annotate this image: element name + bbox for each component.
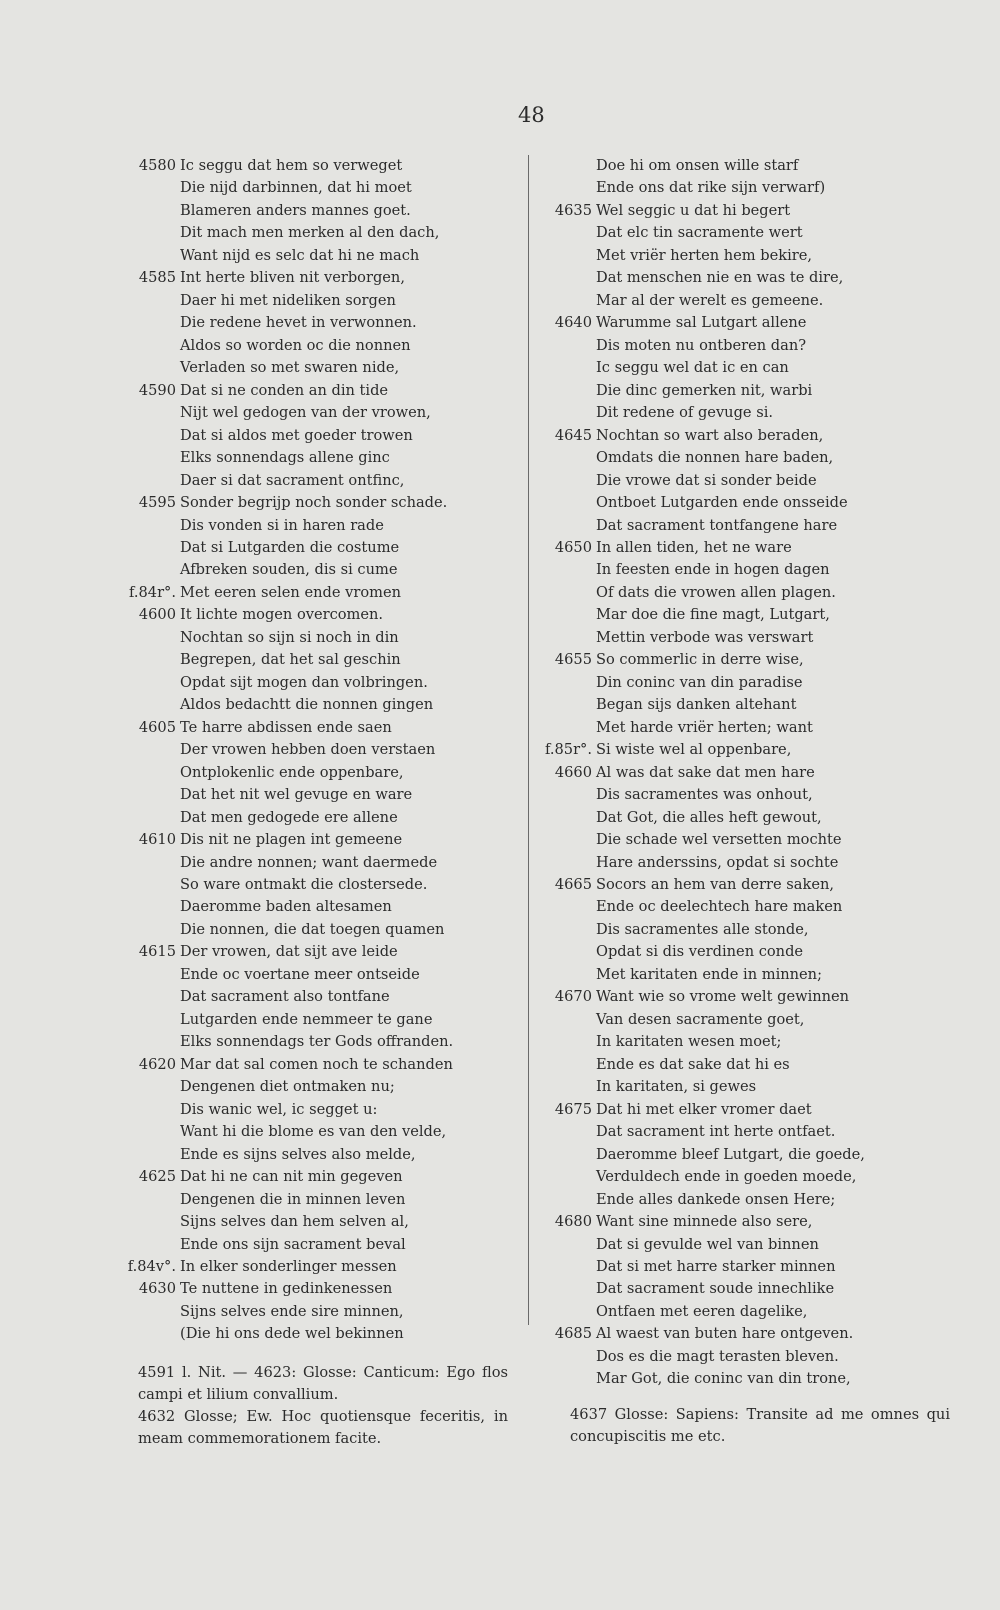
line-number: 4665 [554,876,592,893]
verse-text: Dat menschen nie en was te dire, [596,269,844,287]
verse-line [118,941,518,963]
verse-text: Daeromme bleef Lutgart, die goede, [596,1145,865,1163]
verse-text: Daer hi met nideliken sorgen [180,291,396,309]
verse-text: Ontplokenlic ende oppenbare, [180,763,404,781]
verse-line [534,649,954,671]
verse-line [118,200,518,222]
verse-text: Of dats die vrowen allen plagen. [596,583,836,601]
verse-text: Dengenen die in minnen leven [180,1190,406,1208]
verse-text: Begrepen, dat het sal geschin [180,651,401,669]
verse-text: Der vrowen hebben doen verstaen [180,741,436,759]
verse-line [534,604,954,626]
verse-text: Al waest van buten hare ontgeven. [596,1325,854,1343]
verse-line [534,784,954,806]
verse-line [534,941,954,963]
verse-text: In allen tiden, het ne ware [596,538,792,556]
verse-text: Ende ons sijn sacrament beval [180,1235,406,1253]
verse-line [534,155,954,177]
verse-text: Ende es dat sake dat hi es [596,1055,790,1073]
verse-line [118,402,518,424]
verse-line [118,492,518,514]
verse-text: Sonder begrijp noch sonder schade. [180,494,448,512]
verse-text: Daeromme baden altesamen [180,898,392,916]
verse-text: Aldos so worden oc die nonnen [180,336,411,354]
column-divider [528,155,529,1325]
verse-line [534,335,954,357]
verse-text: Dat si aldos met goeder trowen [180,426,413,444]
verse-text: Der vrowen, dat sijt ave leide [180,943,398,961]
verse-text: It lichte mogen overcomen. [180,606,384,624]
verse-text: Dat hi met elker vromer daet [596,1100,812,1118]
verse-line [534,1054,954,1076]
verse-text: Dat Got, die alles heft gewout, [596,808,822,826]
verse-text: In karitaten, si gewes [596,1078,757,1096]
verse-text: Met karitaten ende in minnen; [596,965,822,983]
line-number: 4620 [138,1055,176,1073]
line-number: 4680 [554,1213,592,1231]
verse-text: Opdat sijt mogen dan volbringen. [180,673,428,691]
verse-text: Dat sacrament also tontfane [180,988,390,1006]
verse-text: Met harde vriër herten; want [596,718,813,736]
verse-line [534,919,954,941]
verse-text: Die vrowe dat si sonder beide [596,471,817,489]
verse-line [118,380,518,402]
verse-text: Dat sacrament tontfangene hare [596,516,838,534]
verse-line [118,1234,518,1256]
verse-text: Met vriër herten hem bekire, [596,246,813,264]
line-number: 4650 [554,538,592,556]
verse-line [534,245,954,267]
verse-text: Die andre nonnen; want daermede [180,853,438,871]
verse-text: Mar doe die fine magt, Lutgart, [596,606,830,624]
verse-text: Mar Got, die coninc van din trone, [596,1370,851,1388]
verse-line [534,312,954,334]
line-number: 4610 [138,831,176,849]
verse-text: Dos es die magt terasten bleven. [596,1347,839,1365]
verse-text: Nochtan so wart also beraden, [596,426,824,444]
verse-text: Dat men gedogede ere allene [180,808,398,826]
line-number: 4655 [554,651,592,669]
verse-line [118,1144,518,1166]
verse-line [118,222,518,244]
verse-line [118,717,518,739]
verse-line [534,717,954,739]
verse-line [118,1031,518,1053]
verse-line [118,1256,518,1278]
line-number: 4685 [554,1325,592,1343]
verse-text: Al was dat sake dat men hare [596,763,815,781]
verse-text: Dat sacrament soude innechlike [596,1280,835,1298]
verse-text: Mar dat sal comen noch te schanden [180,1055,453,1073]
line-number: 4590 [138,381,176,399]
verse-text: Dat si ne conden an din tide [180,381,389,399]
verse-text: Nijt wel gedogen van der vrowen, [180,404,431,422]
verse-text: Ic seggu wel dat ic en can [596,359,789,377]
verse-line [118,919,518,941]
verse-line [534,874,954,896]
verse-line [118,245,518,267]
verse-text: Ic seggu dat hem so verweget [180,157,403,174]
verse-text: Int herte bliven nit verborgen, [180,269,405,287]
verse-line [534,852,954,874]
verse-text: Ende es sijns selves also melde, [180,1145,416,1163]
verse-line [118,470,518,492]
line-number: 4625 [138,1168,176,1186]
line-number: 4600 [138,606,176,624]
verse-text: Die nonnen, die dat toegen quamen [180,920,445,938]
verse-line [118,829,518,851]
verse-line [534,1234,954,1256]
line-number: 4605 [138,718,176,736]
verse-text: Socors an hem van derre saken, [596,876,834,893]
verse-line [118,290,518,312]
verse-text: Ontboet Lutgarden ende onsseide [596,494,848,512]
left-footnotes [138,1362,508,1450]
verse-text: Mettin verbode was verswart [596,628,814,646]
verse-text: Dat sacrament int herte ontfaet. [596,1123,836,1141]
verse-line [118,627,518,649]
verse-line [118,267,518,289]
verse-text: Dis nit ne plagen int gemeene [180,831,403,849]
verse-text: Die nijd darbinnen, dat hi moet [180,179,412,197]
verse-line [534,357,954,379]
verse-text: Die dinc gemerken nit, warbi [596,381,813,399]
verse-text: Wel seggic u dat hi begert [596,201,791,219]
verse-text: Lutgarden ende nemmeer te gane [180,1010,433,1028]
verse-text: Elks sonnendags allene ginc [180,449,390,467]
line-number: 4675 [554,1100,592,1118]
verse-text: Dat hi ne can nit min gegeven [180,1168,403,1186]
verse-text: Dit redene of gevuge si. [596,404,773,422]
verse-text: Dat elc tin sacramente wert [596,224,803,242]
verse-line [118,1189,518,1211]
verse-text: Die redene hevet in verwonnen. [180,314,417,332]
left-verse-column [118,155,518,1346]
verse-text: Dat si gevulde wel van binnen [596,1235,819,1253]
line-number: 4595 [138,494,176,512]
verse-line [534,1323,954,1345]
line-number: 4645 [554,426,592,444]
verse-text: Die schade wel versetten mochte [596,831,842,849]
verse-line [118,559,518,581]
verse-text: Mar al der werelt es gemeene. [596,291,824,309]
verse-text: Te nuttene in gedinkenessen [180,1280,393,1298]
verse-line [534,762,954,784]
verse-text: Want hi die blome es van den velde, [180,1123,447,1141]
verse-line [534,380,954,402]
line-number: 4580 [138,157,176,174]
verse-line [118,335,518,357]
verse-line [534,559,954,581]
verse-line [534,470,954,492]
verse-line [118,1278,518,1300]
verse-line [118,357,518,379]
footnote: 4591 l. Nit. — 4623: Glosse: Canticum: Ego flos campi et lilium convallium. [138,1364,508,1403]
verse-line [534,1121,954,1143]
verse-text: Doe hi om onsen wille starf [596,157,799,174]
verse-text: Ende ons dat rike sijn verwarf) [596,179,826,197]
verse-line [534,1211,954,1233]
verse-text: Te harre abdissen ende saen [180,718,392,736]
verse-text: Want wie so vrome welt gewinnen [596,988,850,1006]
verse-line [118,515,518,537]
verse-line [118,762,518,784]
verse-text: Ontfaen met eeren dagelike, [596,1302,808,1320]
line-number: f.85r°. [544,741,592,759]
verse-line [118,852,518,874]
line-number: f.84v°. [127,1257,176,1275]
verse-line [534,402,954,424]
verse-text: Want sine minnede also sere, [596,1213,813,1231]
verse-text: Aldos bedachtt die nonnen gingen [180,696,434,714]
verse-text: Blameren anders mannes goet. [180,201,411,219]
verse-line [118,425,518,447]
verse-text: Dengenen diet ontmaken nu; [180,1078,395,1096]
verse-line [534,1166,954,1188]
verse-line [534,537,954,559]
verse-text: Si wiste wel al oppenbare, [596,741,792,759]
verse-text: Daer si dat sacrament ontfinc, [180,471,405,489]
verse-text: Hare anderssins, opdat si sochte [596,853,839,871]
verse-text: Ende oc deelechtech hare maken [596,898,843,916]
verse-line [118,604,518,626]
verse-text: Sijns selves ende sire minnen, [180,1302,404,1320]
verse-text: Dat het nit wel gevuge en ware [180,786,413,804]
verse-line [534,807,954,829]
verse-line [534,290,954,312]
verse-text: Dat si met harre starker minnen [596,1257,836,1275]
verse-line [118,672,518,694]
verse-text: Elks sonnendags ter Gods offranden. [180,1033,454,1051]
verse-line [118,649,518,671]
verse-line [534,1256,954,1278]
verse-line [118,1121,518,1143]
verse-line [534,1144,954,1166]
line-number: 4670 [554,988,592,1006]
verse-text: Met eeren selen ende vromen [180,583,402,601]
verse-line [118,582,518,604]
verse-line [534,1009,954,1031]
verse-line [534,1278,954,1300]
verse-line [534,964,954,986]
verse-line [118,1166,518,1188]
verse-text: So ware ontmakt die clostersede. [180,876,428,893]
verse-line [534,1368,954,1390]
verse-line [118,986,518,1008]
footnote: 4632 Glosse; Ew. Hoc quotiensque feceritis, in meam commemorationem facite. [138,1408,508,1447]
verse-text: Ende alles dankede onsen Here; [596,1190,836,1208]
verse-line [118,739,518,761]
verse-line [534,425,954,447]
verse-text: Dit mach men merken al den dach, [180,224,440,242]
line-number: 4630 [138,1280,176,1298]
verse-text: (Die hi ons dede wel bekinnen [180,1325,404,1343]
verse-text: In elker sonderlinger messen [180,1257,397,1275]
verse-text: Dis vonden si in haren rade [180,516,384,534]
verse-text: Nochtan so sijn si noch in din [180,628,399,646]
verse-line [534,177,954,199]
page-number: 48 [518,103,545,127]
verse-text: Began sijs danken altehant [596,696,797,714]
line-number: 4640 [554,314,592,332]
verse-line [118,177,518,199]
verse-line [534,1346,954,1368]
line-number: 4660 [554,763,592,781]
right-footnotes [570,1404,950,1448]
verse-line [118,896,518,918]
verse-line [534,492,954,514]
verse-text: Verladen so met swaren nide, [180,359,400,377]
verse-line [534,694,954,716]
verse-line [118,874,518,896]
footnote: 4637 Glosse: Sapiens: Transite ad me omnes qui concupiscitis me etc. [570,1406,950,1445]
verse-text: Dis wanic wel, ic segget u: [180,1100,378,1118]
verse-text: Omdats die nonnen hare baden, [596,449,834,467]
verse-text: Afbreken souden, dis si cume [180,561,398,579]
verse-line [534,582,954,604]
verse-line [534,627,954,649]
verse-text: Want nijd es selc dat hi ne mach [180,246,420,264]
verse-text: Din coninc van din paradise [596,673,803,691]
verse-line [118,1323,518,1345]
verse-text: Opdat si dis verdinen conde [596,943,804,961]
line-number: f.84r°. [128,583,176,601]
verse-line [118,1076,518,1098]
verse-line [118,1211,518,1233]
verse-line [534,1076,954,1098]
verse-line [118,537,518,559]
verse-text: So commerlic in derre wise, [596,651,804,669]
verse-line [534,1189,954,1211]
verse-text: Warumme sal Lutgart allene [596,314,807,332]
verse-line [118,447,518,469]
verse-line [534,515,954,537]
verse-line [534,986,954,1008]
verse-text: Dis moten nu ontberen dan? [596,336,807,354]
verse-text: In feesten ende in hogen dagen [596,561,830,579]
verse-line [534,447,954,469]
verse-line [118,1301,518,1323]
verse-text: Dis sacramentes alle stonde, [596,920,809,938]
line-number: 4635 [554,201,592,219]
verse-line [534,1099,954,1121]
verse-line [534,1301,954,1323]
verse-line [118,784,518,806]
verse-line [118,312,518,334]
verse-line [534,267,954,289]
verse-line [534,222,954,244]
verse-line [534,200,954,222]
verse-line [118,1054,518,1076]
line-number: 4615 [138,943,176,961]
verse-line [118,1009,518,1031]
verse-line [118,964,518,986]
verse-line [118,694,518,716]
verse-text: In karitaten wesen moet; [596,1033,782,1051]
verse-text: Van desen sacramente goet, [596,1010,805,1028]
right-verse-column [534,155,954,1391]
verse-line [534,739,954,761]
line-number: 4585 [138,269,176,287]
verse-line [534,829,954,851]
verse-line [534,1031,954,1053]
verse-text: Dis sacramentes was onhout, [596,786,813,804]
verse-line [534,672,954,694]
verse-line [534,896,954,918]
verse-line [118,1099,518,1121]
verse-line [118,155,518,177]
verse-text: Dat si Lutgarden die costume [180,538,400,556]
verse-text: Ende oc voertane meer ontseide [180,965,420,983]
verse-text: Verduldech ende in goeden moede, [596,1168,857,1186]
verse-text: Sijns selves dan hem selven al, [180,1213,409,1231]
verse-line [118,807,518,829]
